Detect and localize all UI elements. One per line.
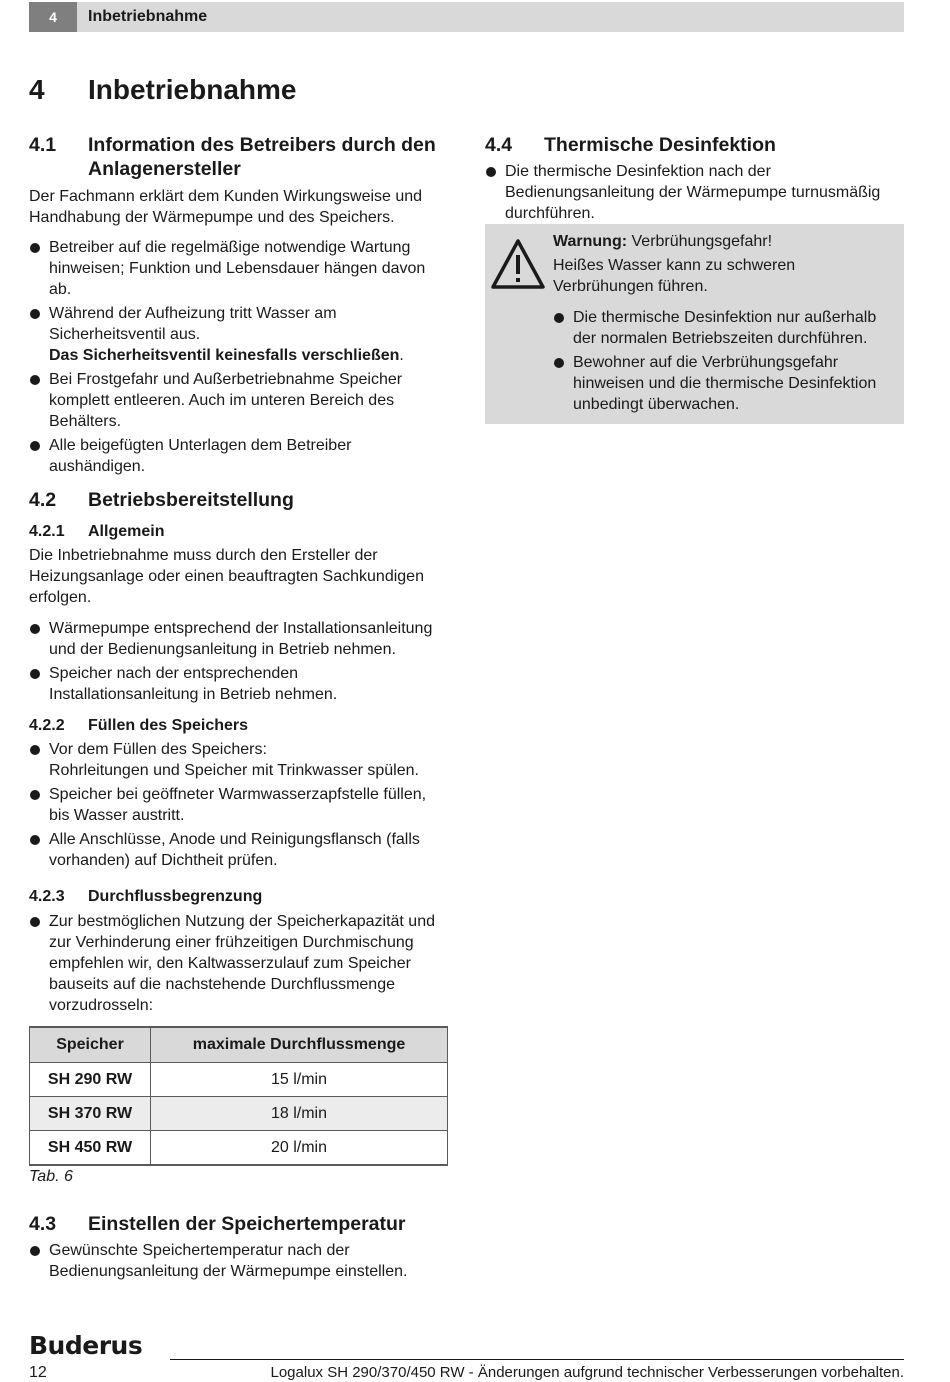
- table-cell-flow: 15 l/min: [151, 1063, 448, 1097]
- list-item: [29, 1240, 429, 1282]
- section-4-2-2-number: 4.2.2: [29, 717, 65, 734]
- footer-divider: [170, 1359, 904, 1360]
- page-title: Inbetriebnahme: [88, 74, 297, 105]
- section-4-4-title: Thermische Desinfektion: [544, 134, 776, 156]
- warning-label: Warnung:: [553, 233, 628, 250]
- table-header-row: [30, 1027, 448, 1063]
- page-number: 12: [29, 1364, 47, 1381]
- list-item: Während der Aufheizung tritt Wasser am Sicherheitsventil aus. Das Sicherheitsventil keinesfalls verschließen.: [29, 303, 447, 366]
- flow-rate-table: [29, 1026, 448, 1166]
- table-caption: Tab. 6: [29, 1168, 73, 1185]
- section-4-2-1-list: [29, 618, 449, 708]
- section-4-2-3-list: [29, 911, 449, 1019]
- list-item-text: Wärmepumpe entsprechend der Installationsanleitung und der Bedienungsanleitung in Betrieb nehmen.: [49, 620, 433, 658]
- section-4-2-1-number: 4.2.1: [29, 523, 65, 540]
- list-item-text: Gewünschte Speichertemperatur nach der Bedienungsanleitung der Wärmepumpe einstellen.: [49, 1242, 408, 1280]
- list-item-text: Während der Aufheizung tritt Wasser am Sicherheitsventil aus.: [49, 305, 337, 343]
- list-item: [553, 307, 888, 349]
- chapter-header-bar: [29, 2, 904, 32]
- warning-box: [485, 224, 904, 424]
- warning-triangle-icon: [490, 238, 546, 290]
- table-row: [30, 1097, 448, 1131]
- table-header-flow: maximale Durchflussmenge: [151, 1027, 448, 1063]
- list-item-text: Die thermische Desinfektion nach der Bedienungsanleitung der Wärmepumpe turnusmäßig durchführen.: [505, 163, 881, 222]
- list-item: [29, 829, 449, 871]
- section-4-2-3-number: 4.2.3: [29, 888, 65, 905]
- chapter-number: 4: [29, 2, 77, 32]
- list-item: [485, 161, 895, 224]
- section-4-3-list: [29, 1240, 429, 1285]
- list-item: [553, 352, 888, 415]
- section-4-2-number: 4.2: [29, 489, 57, 511]
- list-item-text: Speicher bei geöffneter Warmwasserzapfstelle füllen, bis Wasser austritt.: [49, 786, 427, 824]
- section-4-1-title: Information des Betreibers durch den Anlagenersteller: [88, 134, 436, 180]
- table-cell-flow: 18 l/min: [151, 1097, 448, 1131]
- list-item-text: Alle Anschlüsse, Anode und Reinigungsflansch (falls vorhanden) auf Dichtheit prüfen.: [49, 831, 420, 869]
- section-4-2-2-list: [29, 739, 449, 874]
- warning-heading: [553, 231, 893, 252]
- list-item-text: Bewohner auf die Verbrühungsgefahr hinweisen und die thermische Desinfektion unbedingt überwachen.: [573, 354, 877, 413]
- section-4-1-number: 4.1: [29, 134, 57, 156]
- list-item: [29, 784, 449, 826]
- section-4-3-number: 4.3: [29, 1213, 57, 1235]
- list-item-text: Bei Frostgefahr und Außerbetriebnahme Speicher komplett entleeren. Auch im unteren Bereich des Behälters.: [49, 371, 403, 430]
- table-row: [30, 1063, 448, 1097]
- section-4-4-list: [485, 161, 895, 227]
- table-cell-model: SH 290 RW: [30, 1063, 151, 1097]
- list-item: [29, 237, 447, 300]
- table-cell-flow: 20 l/min: [151, 1131, 448, 1166]
- list-item-text: Zur bestmöglichen Nutzung der Speicherkapazität und zur Verhinderung einer frühzeitigen Durchmischung empfehlen wir, den Kaltwasserzulauf zum Speicher bauseits auf die nachstehende Durchflussmenge vorzudrosseln:: [49, 913, 435, 1014]
- section-4-1-list: [29, 237, 447, 480]
- table-row: [30, 1131, 448, 1166]
- list-item: [29, 663, 449, 705]
- list-item-text: Die thermische Desinfektion nur außerhalb der normalen Betriebszeiten durchführen.: [573, 309, 877, 347]
- section-4-4-number: 4.4: [485, 134, 513, 156]
- section-4-2-3-title: Durchflussbegrenzung: [88, 888, 263, 905]
- page-title-number: 4: [29, 74, 45, 105]
- warning-text: Heißes Wasser kann zu schweren Verbrühungen führen.: [553, 257, 796, 295]
- list-item: [29, 618, 449, 660]
- section-4-2-title: Betriebsbereitstellung: [88, 489, 294, 511]
- list-item-text: Betreiber auf die regelmäßige notwendige Wartung hinweisen; Funktion und Lebensdauer hängen davon ab.: [49, 239, 426, 298]
- list-item-text: Vor dem Füllen des Speichers:: [49, 741, 267, 758]
- buderus-logo: Buderus: [29, 1331, 143, 1360]
- section-4-3-title: Einstellen der Speichertemperatur: [88, 1213, 406, 1235]
- section-4-2-1-text: Die Inbetriebnahme muss durch den Ersteller der Heizungsanlage oder einen beauftragten Sachkundigen erfolgen.: [29, 547, 424, 606]
- section-4-1-intro: Der Fachmann erklärt dem Kunden Wirkungsweise und Handhabung der Wärmepumpe und des Speichers.: [29, 188, 423, 226]
- table-cell-model: SH 370 RW: [30, 1097, 151, 1131]
- list-item: [29, 739, 449, 781]
- list-item-text: Rohrleitungen und Speicher mit Trinkwasser spülen.: [49, 762, 419, 779]
- list-item-text: Alle beigefügten Unterlagen dem Betreiber aushändigen.: [49, 437, 352, 475]
- section-4-2-2-title: Füllen des Speichers: [88, 717, 249, 734]
- section-4-2-1-title: Allgemein: [88, 523, 165, 540]
- chapter-header-title: Inbetriebnahme: [88, 8, 208, 25]
- footer-note: Logalux SH 290/370/450 RW - Änderungen aufgrund technischer Verbesserungen vorbehalten.: [270, 1364, 904, 1381]
- safety-valve-warning: Das Sicherheitsventil keinesfalls verschließen: [49, 347, 400, 364]
- list-item: [29, 911, 449, 1016]
- list-item: [29, 369, 447, 432]
- list-item: [29, 435, 447, 477]
- table-header-speicher: Speicher: [30, 1027, 151, 1063]
- warning-list: [553, 307, 888, 418]
- table-cell-model: SH 450 RW: [30, 1131, 151, 1166]
- warning-headline: Verbrühungsgefahr!: [631, 233, 773, 250]
- list-item-text: Speicher nach der entsprechenden Installationsanleitung in Betrieb nehmen.: [49, 665, 338, 703]
